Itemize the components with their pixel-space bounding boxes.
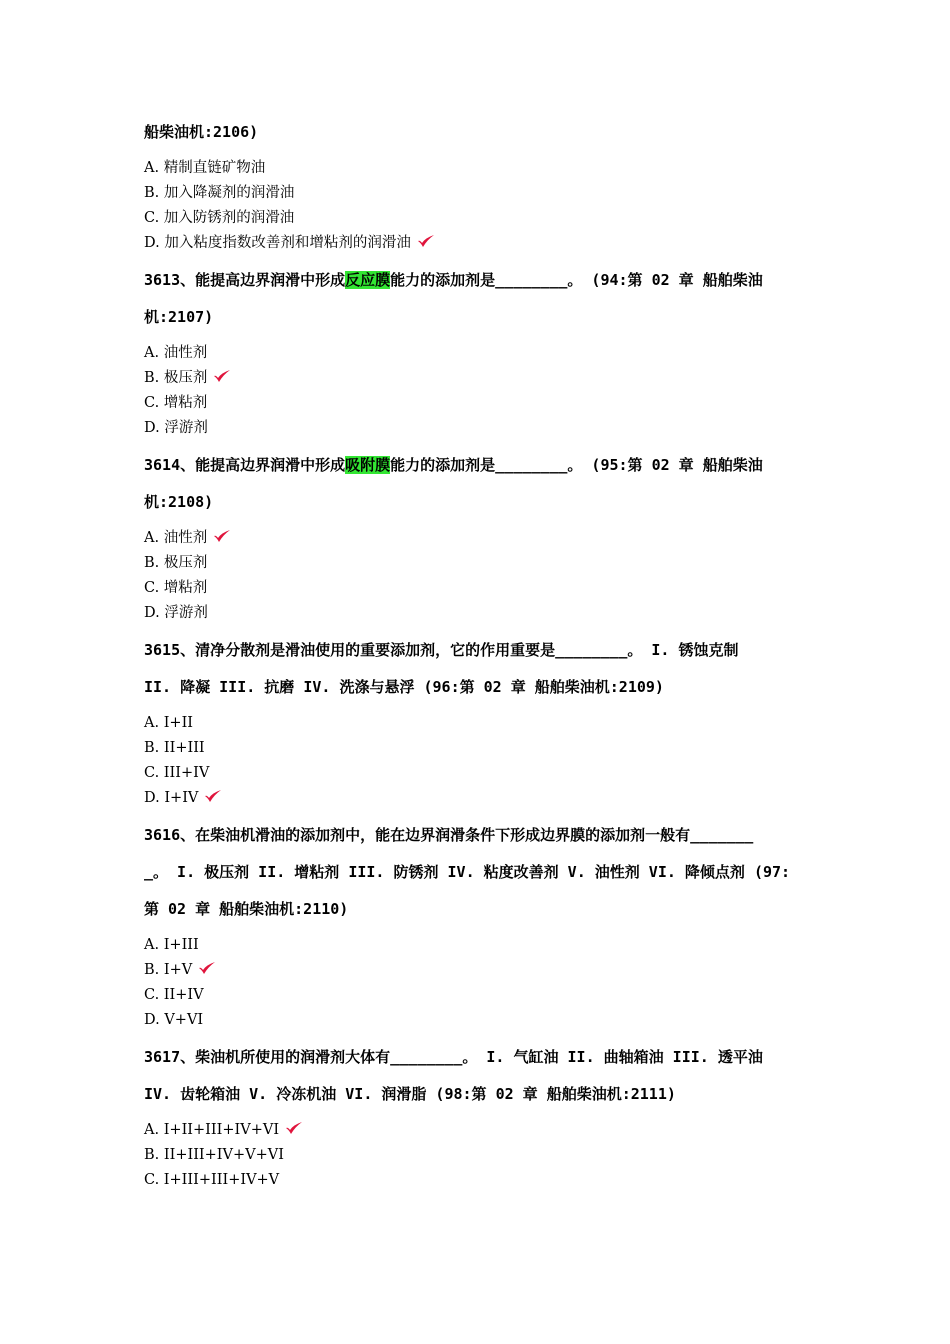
- option-text: D. 加入粘度指数改善剂和增粘剂的润滑油: [144, 235, 411, 251]
- question-stem-line: [144, 640, 814, 660]
- question-stem-text: 机:2107): [144, 308, 214, 326]
- question-stem-text: 能力的添加剂是________。 (94:第 02 章 船舶柴油: [390, 271, 763, 289]
- option-text: A. 油性剂: [144, 530, 208, 546]
- option-text: B. 极压剂: [144, 555, 208, 571]
- option-text: D. I+IV: [144, 790, 199, 806]
- option-text: C. III+IV: [144, 765, 210, 781]
- option-item: [144, 1118, 814, 1143]
- question-stem-line: [144, 677, 814, 697]
- option-item: [144, 933, 814, 958]
- option-list: [144, 341, 814, 441]
- option-text: A. I+II: [144, 715, 194, 731]
- question-stem-line: [144, 270, 814, 290]
- check-mark-icon: [204, 789, 222, 803]
- question-stem-text: II. 降凝 III. 抗磨 IV. 洗涤与悬浮 (96:第 02 章 船舶柴油机:2109): [144, 678, 664, 696]
- question-block-q3616: [144, 825, 814, 1033]
- option-list: [144, 933, 814, 1033]
- option-text: C. II+IV: [144, 987, 204, 1003]
- option-item: [144, 786, 814, 811]
- option-item: [144, 1143, 814, 1168]
- question-stem-text: 第 02 章 船舶柴油机:2110): [144, 900, 349, 918]
- option-text: A. I+III: [144, 937, 199, 953]
- highlighted-term: 反应膜: [345, 271, 391, 289]
- option-text: B. I+V: [144, 962, 193, 978]
- highlighted-term: 吸附膜: [345, 456, 391, 474]
- question-stem-text: 3617、柴油机所使用的润滑剂大体有________。 I. 气缸油 II. 曲轴箱油 III. 透平油: [144, 1048, 763, 1066]
- option-item: [144, 391, 814, 416]
- option-text: D. V+VI: [144, 1012, 204, 1028]
- option-item: [144, 576, 814, 601]
- option-list: [144, 526, 814, 626]
- question-stem-line: [144, 825, 814, 845]
- check-mark-icon: [417, 234, 435, 248]
- question-stem-text: 能力的添加剂是________。 (95:第 02 章 船舶柴油: [390, 456, 763, 474]
- option-text: A. 油性剂: [144, 345, 208, 361]
- option-item: [144, 206, 814, 231]
- option-text: A. 精制直链矿物油: [144, 160, 266, 176]
- option-text: A. I+II+III+IV+VI: [144, 1122, 280, 1138]
- option-text: C. 加入防锈剂的润滑油: [144, 210, 295, 226]
- option-item: [144, 983, 814, 1008]
- question-stem-text: 3616、在柴油机滑油的添加剂中，能在边界润滑条件下形成边界膜的添加剂一般有_______: [144, 826, 754, 844]
- question-block-q3613: [144, 270, 814, 441]
- check-mark-icon: [213, 369, 231, 383]
- question-stem-line: [144, 455, 814, 475]
- question-stem-text: 3613、能提高边界润滑中形成: [144, 271, 346, 289]
- option-text: D. 浮游剂: [144, 420, 208, 436]
- option-item: [144, 366, 814, 391]
- question-block-q3615: [144, 640, 814, 811]
- question-stem-tail: 船柴油机:2106): [144, 123, 259, 141]
- option-list: [144, 711, 814, 811]
- question-stem-text: 机:2108): [144, 493, 214, 511]
- check-mark-icon: [198, 961, 216, 975]
- question-stem-line: [144, 1084, 814, 1104]
- option-item: [144, 526, 814, 551]
- option-item: [144, 341, 814, 366]
- question-stem-text: _。 I. 极压剂 II. 增粘剂 III. 防锈剂 IV. 粘度改善剂 V. 油性剂 VI. 降倾点剂 (97:: [144, 863, 791, 881]
- option-text: B. II+III+IV+V+VI: [144, 1147, 284, 1163]
- option-item: [144, 231, 814, 256]
- option-item: [144, 551, 814, 576]
- question-stem-text: IV. 齿轮箱油 V. 冷冻机油 VI. 润滑脂 (98:第 02 章 船舶柴油机:2111): [144, 1085, 676, 1103]
- option-item: [144, 601, 814, 626]
- option-item: [144, 181, 814, 206]
- question-block-q3617: [144, 1047, 814, 1193]
- option-item: [144, 156, 814, 181]
- question-block-q3614: [144, 455, 814, 626]
- question-stem-line: [144, 492, 814, 512]
- option-text: C. 增粘剂: [144, 580, 208, 596]
- check-mark-icon: [213, 529, 231, 543]
- option-text: B. 加入降凝剂的润滑油: [144, 185, 295, 201]
- question-stem-text: 3614、能提高边界润滑中形成: [144, 456, 346, 474]
- option-text: B. 极压剂: [144, 370, 208, 386]
- question-stem-line: [144, 1047, 814, 1067]
- question-stem-line: [144, 899, 814, 919]
- option-text: C. 增粘剂: [144, 395, 208, 411]
- question-block-partial: [144, 122, 814, 256]
- question-stem-text: 3615、清净分散剂是滑油使用的重要添加剂，它的作用重要是________。 I. 锈蚀克制: [144, 641, 739, 659]
- option-item: [144, 958, 814, 983]
- question-stem-line: [144, 862, 814, 882]
- option-text: D. 浮游剂: [144, 605, 208, 621]
- check-mark-icon: [285, 1121, 303, 1135]
- option-item: [144, 416, 814, 441]
- option-list: [144, 1118, 814, 1193]
- option-item: [144, 1008, 814, 1033]
- option-text: C. I+III+III+IV+V: [144, 1172, 280, 1188]
- option-item: [144, 761, 814, 786]
- option-list: [144, 156, 814, 256]
- option-item: [144, 736, 814, 761]
- question-stem-line: [144, 307, 814, 327]
- option-item: [144, 711, 814, 736]
- document-page: [144, 122, 814, 1193]
- option-text: B. II+III: [144, 740, 205, 756]
- option-item: [144, 1168, 814, 1193]
